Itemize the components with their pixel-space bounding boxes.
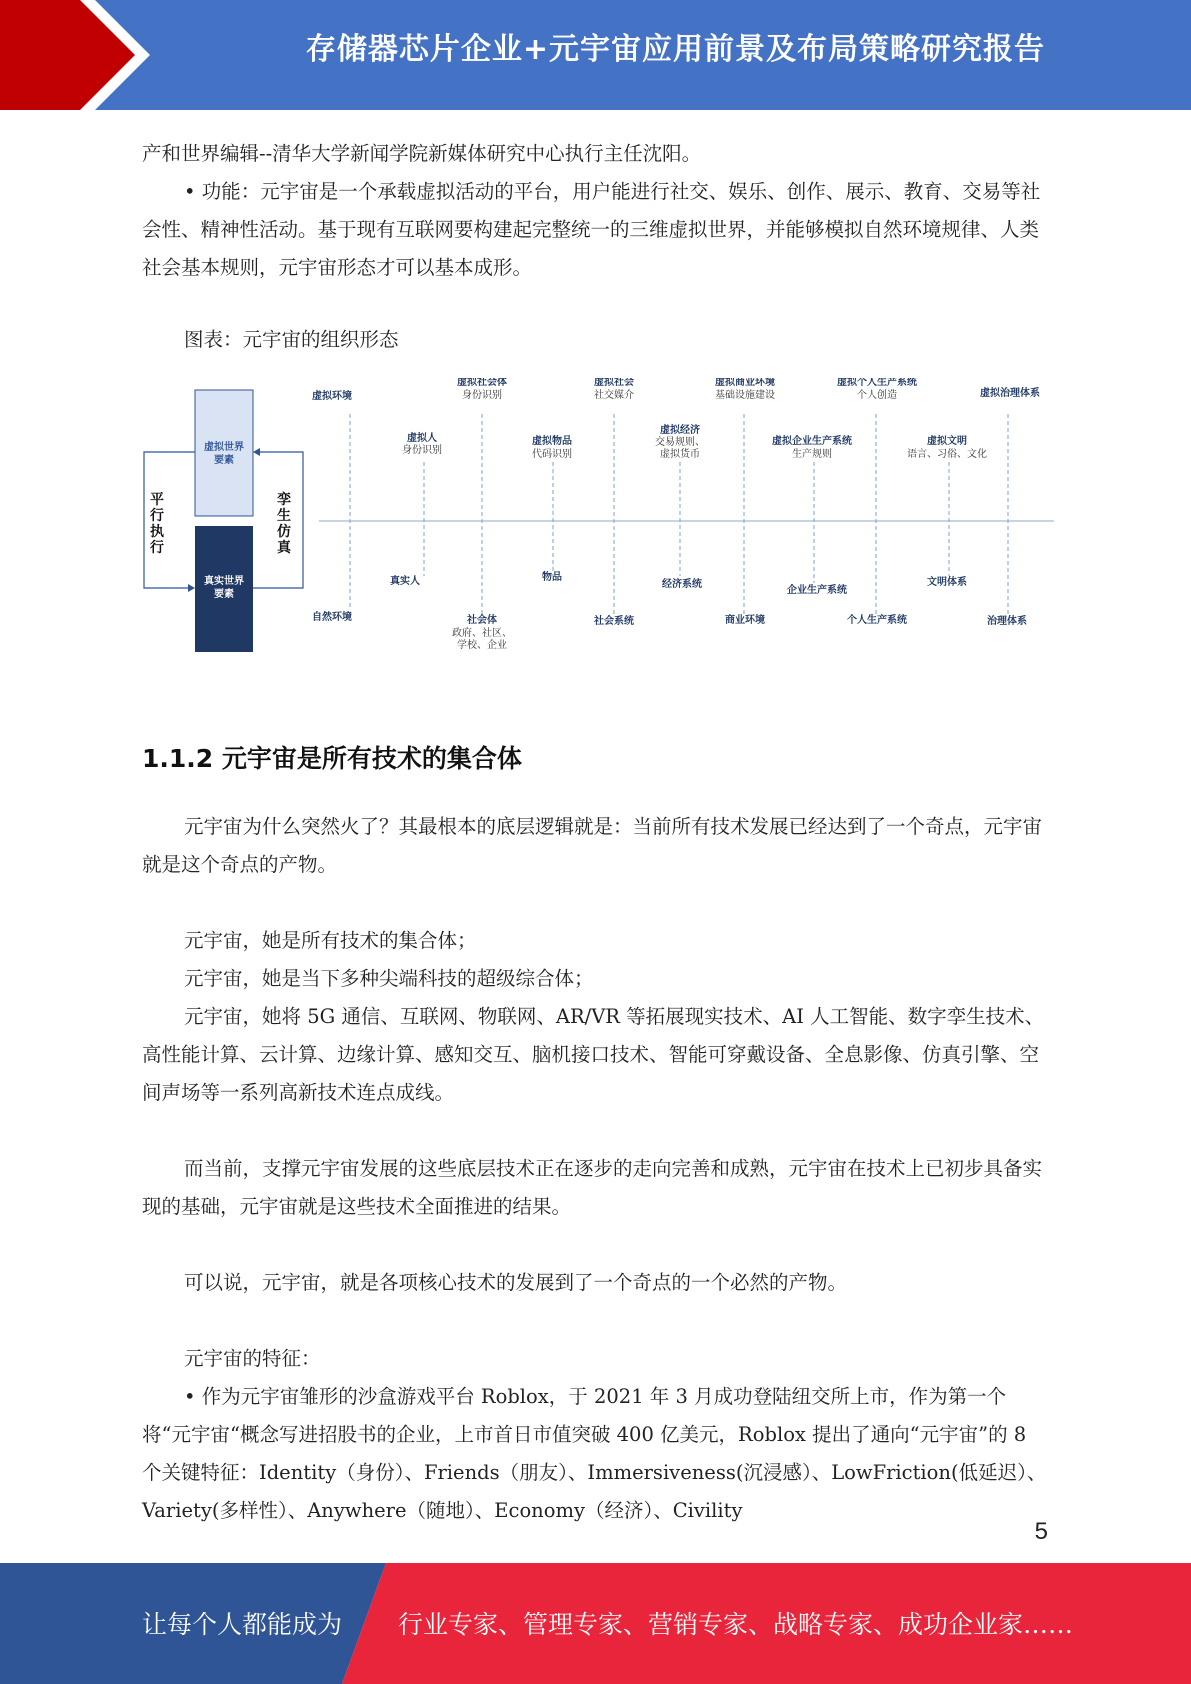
label-governance-system: 治理体系	[987, 616, 1027, 627]
page-number: 5	[1034, 1518, 1048, 1545]
label-virtual-person-sub: 身份识别	[402, 445, 442, 456]
header-arrow-decoration	[0, 0, 160, 110]
svg-text:行: 行	[150, 540, 164, 556]
real-world-label-2: 要素	[214, 589, 234, 600]
label-real-person: 真实人	[390, 576, 420, 587]
label-natural-environment: 自然环境	[312, 612, 352, 623]
label-virtual-economy-sub1: 交易规则、	[655, 437, 705, 448]
label-virtual-community: 虚拟社会体	[457, 378, 507, 388]
label-virtual-personal-sub: 个人创造	[857, 390, 897, 401]
svg-text:生: 生	[277, 508, 291, 524]
parallel-exec-label	[150, 491, 164, 556]
paragraph: 可以说，元宇宙，就是各项核心技术的发展到了一个奇点的一个必然的产物。	[184, 1271, 848, 1294]
label-virtual-society: 虚拟社会	[594, 378, 634, 388]
label-virtual-economy-sub2: 虚拟货币	[660, 449, 700, 460]
paragraph: 元宇宙，她是当下多种尖端科技的超级综合体；	[184, 967, 594, 990]
label-virtual-environment: 虚拟环境	[312, 391, 352, 402]
label-economic-system: 经济系统	[662, 579, 702, 590]
label-virtual-enterprise-sub: 生产规则	[792, 449, 832, 460]
paragraph: 产和世界编辑--清华大学新闻学院新媒体研究中心执行主任沈阳。	[142, 142, 702, 165]
label-goods: 物品	[542, 572, 562, 583]
label-virtual-civilization-sub: 语言、习俗、文化	[907, 449, 987, 460]
paragraph: 元宇宙，她将 5G 通信、互联网、物联网、AR/VR 等拓展现实技术、AI 人工智能、数字孪生技术、高性能计算、云计算、边缘计算、感知交互、脑机接口技术、智能可穿戴设备、全息影像、仿真引擎、空间声场等一系列高新技术连点成线。	[142, 1005, 1045, 1104]
label-virtual-commerce-sub: 基础设施建设	[715, 390, 775, 401]
label-community-sub1: 政府、社区、	[452, 628, 512, 639]
label-personal-system: 个人生产系统	[847, 615, 907, 626]
label-social-system: 社会系统	[594, 616, 634, 627]
twin-sim-label	[277, 491, 292, 556]
label-virtual-enterprise: 虚拟企业生产系统	[772, 436, 852, 447]
label-virtual-community-sub: 身份识别	[462, 390, 502, 401]
page-footer	[0, 1563, 1191, 1684]
report-title: 存储器芯片企业+元宇宙应用前景及布局策略研究报告	[305, 32, 1046, 67]
virtual-world-label-2: 要素	[214, 455, 234, 466]
label-virtual-personal: 虚拟个人生产系统	[837, 378, 917, 388]
label-virtual-society-sub: 社交媒介	[594, 390, 634, 401]
label-virtual-commerce: 虚拟商业环境	[715, 378, 775, 388]
label-virtual-goods-sub: 代码识别	[532, 449, 572, 460]
label-enterprise-system: 企业生产系统	[787, 585, 847, 596]
section-heading: 1.1.2 元宇宙是所有技术的集合体	[142, 744, 522, 773]
label-commercial-environment: 商业环境	[725, 615, 765, 626]
svg-text:仿: 仿	[277, 524, 291, 540]
main-content	[142, 135, 1047, 359]
svg-text:平: 平	[150, 492, 164, 508]
page-header	[0, 0, 1191, 110]
paragraph: 元宇宙，她是所有技术的集合体；	[184, 929, 477, 952]
label-virtual-person: 虚拟人	[407, 433, 437, 444]
paragraph: • 功能：元宇宙是一个承载虚拟活动的平台，用户能进行社交、娱乐、创作、展示、教育、交易等社会性、精神性活动。基于现有互联网要构建起完整统一的三维虚拟世界，并能够模拟自然环境规律、人类社会基本规则，元宇宙形态才可以基本成形。	[142, 180, 1041, 279]
paragraph: 元宇宙的特征：	[184, 1347, 321, 1370]
svg-text:执: 执	[150, 524, 164, 540]
label-virtual-civilization: 虚拟文明	[927, 436, 967, 447]
paragraph: 元宇宙为什么突然火了？其最根本的底层逻辑就是：当前所有技术发展已经达到了一个奇点，元宇宙就是这个奇点的产物。	[142, 815, 1043, 876]
label-community: 社会体	[467, 615, 497, 626]
label-virtual-goods: 虚拟物品	[532, 436, 572, 447]
footer-slogan-right: 行业专家、管理专家、营销专家、战略专家、成功企业家……	[398, 1610, 1074, 1639]
figure-caption: 图表：元宇宙的组织形态	[184, 328, 399, 351]
footer-slogan-left: 让每个人都能成为	[142, 1610, 343, 1639]
virtual-world-label-1: 虚拟世界	[204, 442, 244, 453]
svg-text:孪: 孪	[277, 492, 291, 508]
metaverse-organization-diagram	[142, 378, 1054, 660]
section-content	[142, 700, 1047, 1530]
label-virtual-economy: 虚拟经济	[660, 425, 700, 436]
paragraph: 而当前，支撑元宇宙发展的这些底层技术正在逐步的走向完善和成熟，元宇宙在技术上已初步具备实现的基础，元宇宙就是这些技术全面推进的结果。	[142, 1157, 1043, 1218]
real-world-label-1: 真实世界	[204, 576, 244, 587]
label-virtual-governance: 虚拟治理体系	[980, 388, 1040, 399]
svg-text:行: 行	[150, 508, 164, 524]
label-community-sub2: 学校、企业	[457, 640, 507, 651]
label-civilization-system: 文明体系	[927, 577, 967, 588]
paragraph: • 作为元宇宙雏形的沙盒游戏平台 Roblox，于 2021 年 3 月成功登陆纽交所上市，作为第一个将“元宇宙“概念写进招股书的企业，上市首日市值突破 400 亿美元，Roblox 提出了通向“元宇宙”的 8 个关键特征：Identity（身份）、Friends（朋友）、Immersiveness(沉浸感）、LowFriction(低延迟）、Variety(多样性）、Anywhere（随地）、Economy（经济）、Civility	[142, 1385, 1047, 1522]
svg-text:真: 真	[277, 540, 291, 556]
